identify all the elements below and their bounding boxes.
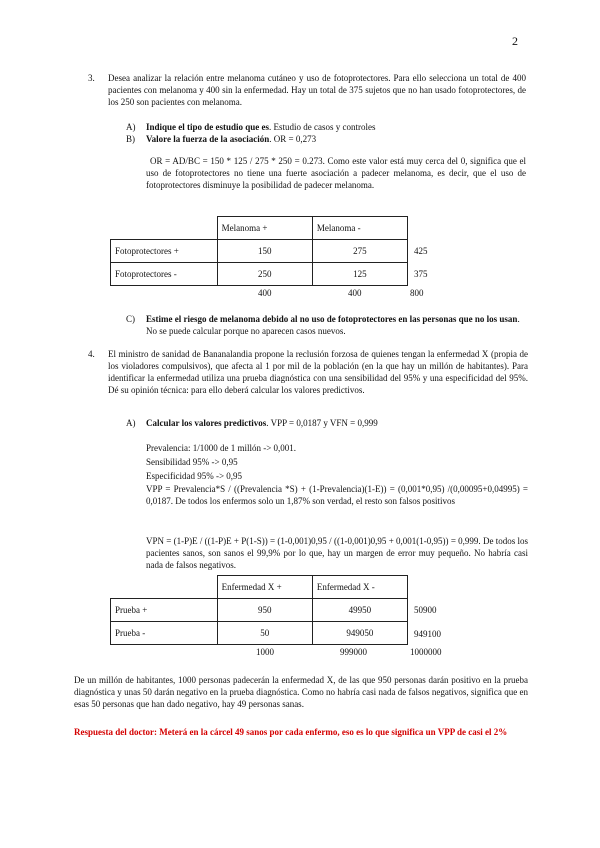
row-total: 949100 — [414, 629, 441, 639]
prevalence-line: Prevalencia: 1/1000 de 1 millón -> 0,001. — [146, 443, 297, 453]
grand-total: 800 — [410, 288, 424, 298]
table-cell: 949050 — [312, 622, 407, 645]
table-cell: 49950 — [312, 599, 407, 622]
q4-a-label: A) — [126, 418, 136, 428]
table-row — [111, 263, 408, 286]
q3-or-explanation: OR = AD/BC = 150 * 125 / 275 * 250 = 0.273. Como este valor está muy cerca del 0, significa que el uso de fotoprotectores no tiene una fuerte asociación a padecer melanoma, es decir, que el uso de fotoprotectores disminuye la posibilidad de padecer melanoma. — [146, 156, 526, 190]
table-row — [111, 622, 408, 645]
vpp-calculation: VPP = Prevalencia*S / ((Prevalencia *S) + (1-Prevalencia)(1-E)) = (0,001*0,95) /(0,00095+0,04995) = 0,0187. De todos los enfermos solo un 1,87% son verdad, el resto son falsos positivos — [146, 484, 528, 506]
q3-contingency-table — [110, 216, 408, 286]
page-number: 2 — [512, 34, 518, 48]
row-total: 425 — [414, 246, 428, 256]
q4-a-question: Calcular los valores predictivos — [146, 418, 267, 428]
row-total: 375 — [414, 269, 428, 279]
q3-number: 3. — [88, 73, 95, 83]
column-total: 400 — [258, 288, 272, 298]
table-header: Melanoma - — [312, 217, 407, 240]
grand-total: 1000000 — [410, 647, 442, 657]
specificity-line: Especificidad 95% -> 0,95 — [146, 471, 243, 481]
table-header: Enfermedad X + — [217, 576, 312, 599]
q4-a-answer: . VPP = 0,0187 y VFN = 0,999 — [266, 418, 378, 428]
q3-text: Desea analizar la relación entre melanoma cutáneo y uso de fotoprotectores. Para ello selecciona un total de 400 pacientes con melanoma y 400 sin la enfermedad. Hay un total de 375 sujetos que no han usado fotoprotectores, de los 250 son pacientes con melanoma. — [108, 73, 526, 107]
table-cell: 125 — [312, 263, 407, 286]
column-total: 1000 — [256, 647, 274, 657]
q3-a-question: Indique el tipo de estudio que es — [146, 122, 270, 132]
q4-conclusion: De un millón de habitantes, 1000 personas padecerán la enfermedad X, de las que 950 personas darán positivo en la prueba diagnóstica y unas 50 darán negativo en la prueba diagnóstica. Como no habría casi nada de falsos negativos, significa que en esas 50 personas que han dado negativo, hay 49 personas sanas. — [74, 675, 528, 709]
q3-a-line — [146, 121, 526, 133]
table-cell: 250 — [217, 263, 312, 286]
q3-c-label: C) — [126, 314, 135, 324]
table-row — [111, 240, 408, 263]
q4-number: 4. — [88, 349, 95, 359]
table-corner — [111, 576, 218, 599]
table-cell: 50 — [217, 622, 312, 645]
q3-c-question: Estime el riesgo de melanoma debido al no uso de fotoprotectores en las personas que no los usan — [146, 314, 518, 324]
q3-c-answer: . No se puede calcular porque no aparecen casos nuevos. — [146, 314, 520, 336]
q3-a-answer: . Estudio de casos y controles — [269, 122, 376, 132]
q3-b-label: B) — [126, 134, 135, 144]
table-corner — [111, 217, 218, 240]
q4-a-line — [146, 417, 526, 429]
q4-text: El ministro de sanidad de Bananalandia propone la reclusión forzosa de quienes tengan la enfermedad X (propia de los violadores compulsivos), que afecta al 1 por mil de la población (en la que hay un millón de habitantes). Para identificar la enfermedad utiliza una prueba diagnóstica con una sensibilidad del 95% y una especificidad del 95%. Dé su opinión técnica: para ello deberá calcular los valores predictivos. — [108, 349, 528, 395]
q3-b-line — [146, 133, 526, 145]
table-row — [111, 599, 408, 622]
table-cell: 150 — [217, 240, 312, 263]
row-label: Prueba - — [111, 622, 218, 645]
row-label: Fotoprotectores - — [111, 263, 218, 286]
table-cell: 950 — [217, 599, 312, 622]
column-total: 999000 — [340, 647, 367, 657]
row-label: Prueba + — [111, 599, 218, 622]
row-label: Fotoprotectores + — [111, 240, 218, 263]
q4-diagnostic-table — [110, 575, 408, 645]
column-total: 400 — [348, 288, 362, 298]
row-total: 50900 — [414, 605, 437, 615]
sensitivity-line: Sensibilidad 95% -> 0,95 — [146, 457, 238, 467]
table-header: Melanoma + — [217, 217, 312, 240]
q3-b-answer: . OR = 0,273 — [269, 134, 317, 144]
doctor-answer: Respuesta del doctor: Meterá en la cárcel 49 sanos por cada enfermo, eso es lo que significa un VPP de casi el 2% — [74, 727, 508, 737]
table-cell: 275 — [312, 240, 407, 263]
table-header: Enfermedad X - — [312, 576, 407, 599]
q3-c-line — [146, 313, 528, 337]
vpn-calculation: VPN = (1-P)E / ((1-P)E + P(1-S)) = (1-0,001)0,95 / ((1-0,001)0,95 + 0,001(1-0,95)) = 0,999. De todos los pacientes sanos, son sanos el 99,9% por lo que, hay un margen de error muy pequeño. No habría casi nada de falsos negativos. — [146, 536, 528, 570]
q3-b-question: Valore la fuerza de la asociación — [146, 134, 270, 144]
q3-a-label: A) — [126, 122, 136, 132]
